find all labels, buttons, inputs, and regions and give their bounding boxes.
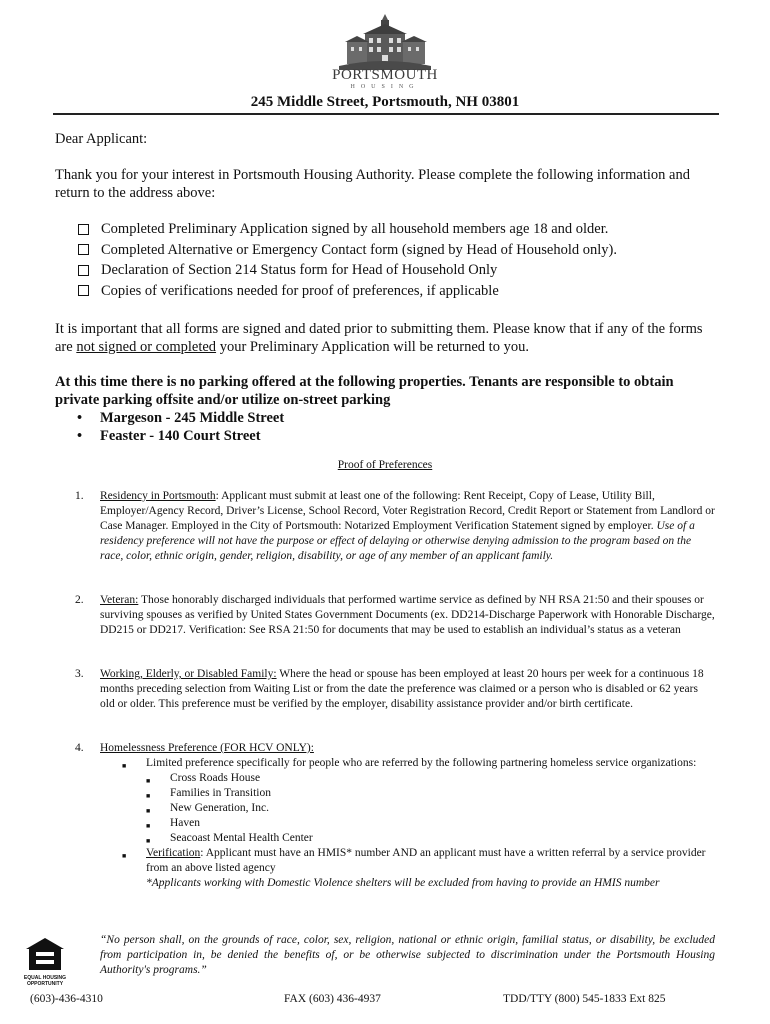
homeless-dv-note: *Applicants working with Domestic Violence shelters will be excluded from having to provide an HMIS number	[146, 877, 660, 889]
preference-number: 2.	[75, 594, 84, 606]
homeless-org-label: Families in Transition	[170, 787, 271, 799]
checkbox-icon	[78, 265, 89, 276]
homeless-org-item	[146, 801, 715, 816]
equal-housing-label: EQUAL HOUSING OPPORTUNITY	[23, 975, 67, 987]
portsmouth-housing-logo	[330, 12, 440, 96]
parking-property-item	[55, 427, 715, 445]
checklist-item-label: Completed Alternative or Emergency Contact form (signed by Head of Household only).	[101, 241, 617, 258]
preference-text: Where the head or spouse has been employed at least 20 hours per week for a continuous 18 months preceding selection from Waiting List or from the date the preference was claimed or a person who is disabled or 62 years old or older. This preference must be verified by the employer, disability assistance provider and/or birth certificate.	[100, 668, 704, 710]
checklist-item-label: Completed Preliminary Application signed by all household members age 18 and older.	[101, 221, 609, 237]
equal-housing-logo	[22, 937, 68, 987]
square-bullet-icon: ■	[146, 792, 151, 800]
homeless-org-label: Cross Roads House	[170, 772, 261, 784]
preference-title: Residency in Portsmouth	[100, 490, 216, 502]
footer-fax: FAX (603) 436-4937	[284, 993, 381, 1005]
checkbox-icon	[78, 244, 89, 255]
homeless-verification-text: : Applicant must have an HMIS* number AND an applicant must have a written referral by a service provider from an above listed agency	[146, 847, 706, 874]
salutation: Dear Applicant:	[55, 131, 148, 147]
checklist-item	[78, 260, 617, 281]
homeless-org-item	[146, 831, 715, 846]
homeless-verification	[122, 846, 715, 891]
checklist-item-label: Copies of verifications needed for proof of preferences, if applicable	[101, 282, 499, 299]
preference-italic-note: Use of a residency preference will not have the purpose or effect of delaying or otherwise denying admission to the program based on the race, color, ethnic origin, gender, religion, disability, or age of any member of an applicant family.	[100, 520, 695, 562]
parking-notice-text: At this time there is no parking offered at the following properties. Tenants are responsible to obtain private parking offsite and/or utilize on-street parking	[55, 374, 674, 408]
equal-housing-icon	[25, 937, 65, 971]
intro-paragraph: Thank you for your interest in Portsmouth Housing Authority. Please complete the following information and return to the address above:	[55, 167, 690, 201]
preference-number: 3.	[75, 668, 84, 680]
preference-homelessness	[75, 741, 715, 891]
nondiscrimination-statement: “No person shall, on the grounds of race, color, sex, religion, national or ethnic origin, familial status, or disability, be excluded from participation in, be denied the benefits of, or be otherwise subjected to discrimination under the Portsmouth Housing Authority's programs.”	[100, 934, 715, 976]
signing-notice-text-end: your Preliminary Application will be returned to you.	[216, 339, 529, 355]
checklist-item	[78, 281, 617, 302]
homeless-org-item	[146, 771, 715, 786]
homeless-limited-preference	[122, 756, 715, 771]
parking-notice	[55, 373, 715, 445]
homeless-org-item	[146, 816, 715, 831]
homeless-org-label: New Generation, Inc.	[170, 802, 269, 814]
homeless-org-label: Haven	[170, 817, 201, 829]
parking-property-item	[55, 409, 715, 427]
square-bullet-icon: ■	[122, 852, 127, 860]
required-forms-checklist	[78, 219, 617, 301]
square-bullet-icon: ■	[146, 777, 151, 785]
preference-title: Homelessness Preference (FOR HCV ONLY):	[100, 742, 314, 754]
square-bullet-icon: ■	[146, 822, 151, 830]
square-bullet-icon: ■	[146, 807, 151, 815]
homeless-verification-label: Verification	[146, 847, 201, 859]
preference-title: Veteran:	[100, 594, 139, 606]
homeless-org-item	[146, 786, 715, 801]
parking-property-list	[55, 409, 715, 445]
square-bullet-icon: ■	[146, 837, 151, 845]
header-address: 245 Middle Street, Portsmouth, NH 03801	[250, 94, 520, 110]
preferences-title: Proof of Preferences	[337, 459, 433, 471]
preference-title: Working, Elderly, or Disabled Family:	[100, 668, 277, 680]
preference-text: Those honorably discharged individuals that performed wartime service as defined by NH RSA 21:50 and their spouses or surviving spouses as verified by United States Government Documents (ex. DD214-Discharge Paperwork with Honorable Discharge, DD215 or DD217. Verification: See RSA 21:50 for documents that may be used to establish an individual’s status as a veteran	[100, 594, 715, 636]
logo-name: PORTSMOUTH	[332, 67, 438, 83]
preference-veteran	[75, 593, 715, 638]
preference-number: 1.	[75, 490, 84, 502]
logo-subtitle: HOUSING	[350, 84, 420, 90]
preference-working-elderly-disabled	[75, 667, 715, 712]
checkbox-icon	[78, 224, 89, 235]
bullet-icon: •	[77, 410, 83, 426]
preference-text: : Applicant must submit at least one of the following: Rent Receipt, Copy of Lease, Utility Bill, Employer/Agency Record, Driver’s License, School Record, Voter Registration Record, Credit Report or Statement from Landlord or Case Manager. Employed in the City of Portsmouth: Notarized Employment Verification Statement signed by employer.	[100, 490, 715, 532]
signing-notice-emphasis: not signed or completed	[76, 339, 217, 355]
square-bullet-icon: ■	[122, 762, 127, 770]
checkbox-icon	[78, 285, 89, 296]
building-logo-icon	[335, 12, 435, 70]
footer-phone: (603)-436-4310	[30, 993, 103, 1005]
parking-property-label: Margeson - 245 Middle Street	[100, 410, 285, 426]
preference-number: 4.	[75, 742, 84, 754]
footer-tdd: TDD/TTY (800) 545-1833 Ext 825	[503, 993, 666, 1005]
homeless-org-label: Seacoast Mental Health Center	[170, 832, 313, 844]
checklist-item	[78, 219, 617, 240]
homeless-limited-text: Limited preference specifically for people who are referred by the following partnering homeless service organizations:	[146, 757, 697, 769]
parking-property-label: Feaster - 140 Court Street	[100, 428, 261, 444]
signing-notice	[55, 320, 717, 356]
checklist-item	[78, 240, 617, 261]
signing-notice-text: It is important that all forms are signed and dated prior to submitting them. Please know that if any of the forms are	[55, 321, 703, 355]
checklist-item-label: Declaration of Section 214 Status form for Head of Household Only	[101, 262, 498, 278]
preference-residency	[75, 489, 715, 564]
header-divider	[53, 113, 719, 115]
bullet-icon: •	[77, 428, 83, 444]
